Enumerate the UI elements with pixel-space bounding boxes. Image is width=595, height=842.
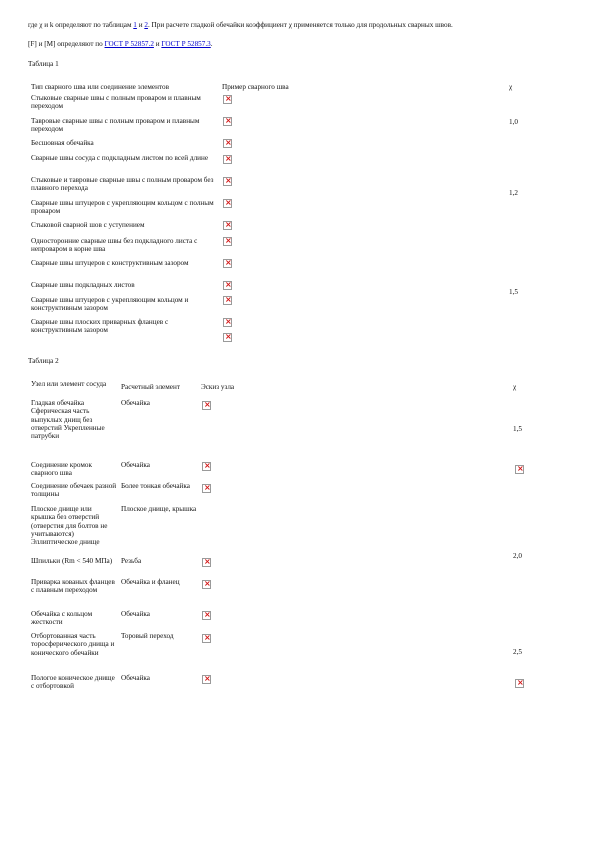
- link-table-2[interactable]: 2: [144, 21, 148, 29]
- table-row: Гладкая обечайка Сферическая часть выпуклых днищ без отверстий Укрепленные патрубки: [31, 399, 105, 441]
- table-row: Пологое коническое днище с отбортовкой: [31, 674, 115, 691]
- table-row: Соединение кромок сварного шва: [31, 461, 92, 478]
- table-row: Приварка кованых фланцев с плавным переходом: [31, 578, 115, 595]
- broken-image-icon: [223, 199, 232, 208]
- broken-image-icon: [202, 484, 211, 493]
- table-row: Стыковые и тавровые сварные швы с полным проваром без плавного перехода: [31, 176, 214, 193]
- broken-image-icon: [223, 155, 232, 164]
- broken-image-icon: [223, 259, 232, 268]
- table-row: Сварные швы подкладных листов: [31, 281, 135, 289]
- link-gost-52857-2[interactable]: ГОСТ Р 52857.2: [104, 40, 154, 48]
- intro-text: [F] и [M] определяют по: [28, 40, 105, 48]
- broken-image-icon: [202, 611, 211, 620]
- table-row: Отбортованная часть торосферического днища и конического обечайки: [31, 632, 115, 657]
- link-gost-52857-3[interactable]: ГОСТ Р 52857.3: [161, 40, 211, 48]
- table-2-caption: Таблица 2: [28, 357, 59, 365]
- intro-line-2: [28, 40, 213, 48]
- broken-image-icon: [223, 296, 232, 305]
- table-row: Сварные швы штуцеров с укрепляющим кольцом с полным проваром: [31, 199, 214, 216]
- chi-value: 1,0: [509, 118, 518, 126]
- chi-value: 1,2: [509, 189, 518, 197]
- table-row: Обечайка с кольцом жесткости: [31, 610, 93, 627]
- broken-image-icon: [223, 139, 232, 148]
- chi-value: 2,0: [513, 552, 522, 560]
- broken-image-icon: [515, 679, 524, 688]
- broken-image-icon: [223, 318, 232, 327]
- table-cell-element: Обечайка: [121, 674, 150, 682]
- broken-image-icon: [202, 675, 211, 684]
- intro-text: . При расчете гладкой обечайки коэффициент χ применяется только для продольных сварных швов.: [147, 21, 453, 29]
- table-2-header-node: Узел или элемент сосуда: [31, 380, 107, 388]
- broken-image-icon: [202, 401, 211, 410]
- table-cell-element: Обечайка: [121, 399, 150, 407]
- broken-image-icon: [515, 465, 524, 474]
- table-row: Сварные швы плоских приварных фланцев с конструктивным зазором: [31, 318, 169, 335]
- intro-text: где χ и k определяют по таблицам: [28, 21, 134, 29]
- broken-image-icon: [223, 117, 232, 126]
- chi-value: 1,5: [509, 288, 518, 296]
- link-table-1[interactable]: 1: [133, 21, 137, 29]
- intro-text: .: [210, 40, 213, 48]
- table-2-header-element: Расчетный элемент: [121, 383, 180, 391]
- broken-image-icon: [223, 177, 232, 186]
- intro-text: и: [153, 40, 162, 48]
- table-row: Стыковой сварной шов с уступением: [31, 221, 145, 229]
- broken-image-icon: [202, 634, 211, 643]
- table-row: Стыковые сварные швы с полным проваром и плавным переходом: [31, 94, 201, 111]
- table-row: Сварные швы сосуда с подкладным листом по всей длине: [31, 154, 209, 162]
- table-row: Тавровые сварные швы с полным проваром и плавным переходом: [31, 117, 200, 134]
- table-cell-element: Торовый переход: [121, 632, 174, 640]
- table-row: Односторонние сварные швы без подкладного листа с непроваром в корне шва: [31, 237, 198, 254]
- broken-image-icon: [223, 281, 232, 290]
- table-1-header-chi: χ: [509, 83, 513, 91]
- table-cell-element: Плоское днище, крышка: [121, 505, 197, 513]
- table-cell-element: Обечайка и фланец: [121, 578, 180, 586]
- table-row: Соединение обечаек разной толщины: [31, 482, 117, 499]
- chi-value: 2,5: [513, 648, 522, 656]
- table-row: Сварные швы штуцеров с конструктивным зазором: [31, 259, 189, 267]
- table-2-header-sketch: Эскиз узла: [201, 383, 235, 391]
- broken-image-icon: [223, 221, 232, 230]
- table-1-header-example: Пример сварного шва: [222, 83, 289, 91]
- table-row: Шпильки (Rm < 540 МПа): [31, 557, 113, 565]
- table-1-header-type: Тип сварного шва или соединение элементов: [31, 83, 170, 91]
- broken-image-icon: [202, 580, 211, 589]
- broken-image-icon: [202, 558, 211, 567]
- table-cell-element: Резьба: [121, 557, 142, 565]
- table-cell-element: Более тонкая обечайка: [121, 482, 190, 490]
- broken-image-icon: [202, 462, 211, 471]
- table-1-caption: Таблица 1: [28, 60, 59, 68]
- broken-image-icon: [223, 95, 232, 104]
- table-row: Бесшовная обечайка: [31, 139, 94, 147]
- broken-image-icon: [223, 237, 232, 246]
- broken-image-icon: [223, 333, 232, 342]
- chi-value: 1,5: [513, 425, 522, 433]
- table-cell-element: Обечайка: [121, 610, 150, 618]
- intro-text: и: [136, 21, 145, 29]
- table-row: Сварные швы штуцеров с укрепляющим кольцом и конструктивным зазором: [31, 296, 189, 313]
- table-2-header-chi: χ: [513, 383, 517, 391]
- table-cell-element: Обечайка: [121, 461, 150, 469]
- intro-line-1: [28, 21, 453, 29]
- table-row: Плоское днище или крышка без отверстий (отверстия для болтов не учитываются) Эллиптическое днище: [31, 505, 108, 547]
